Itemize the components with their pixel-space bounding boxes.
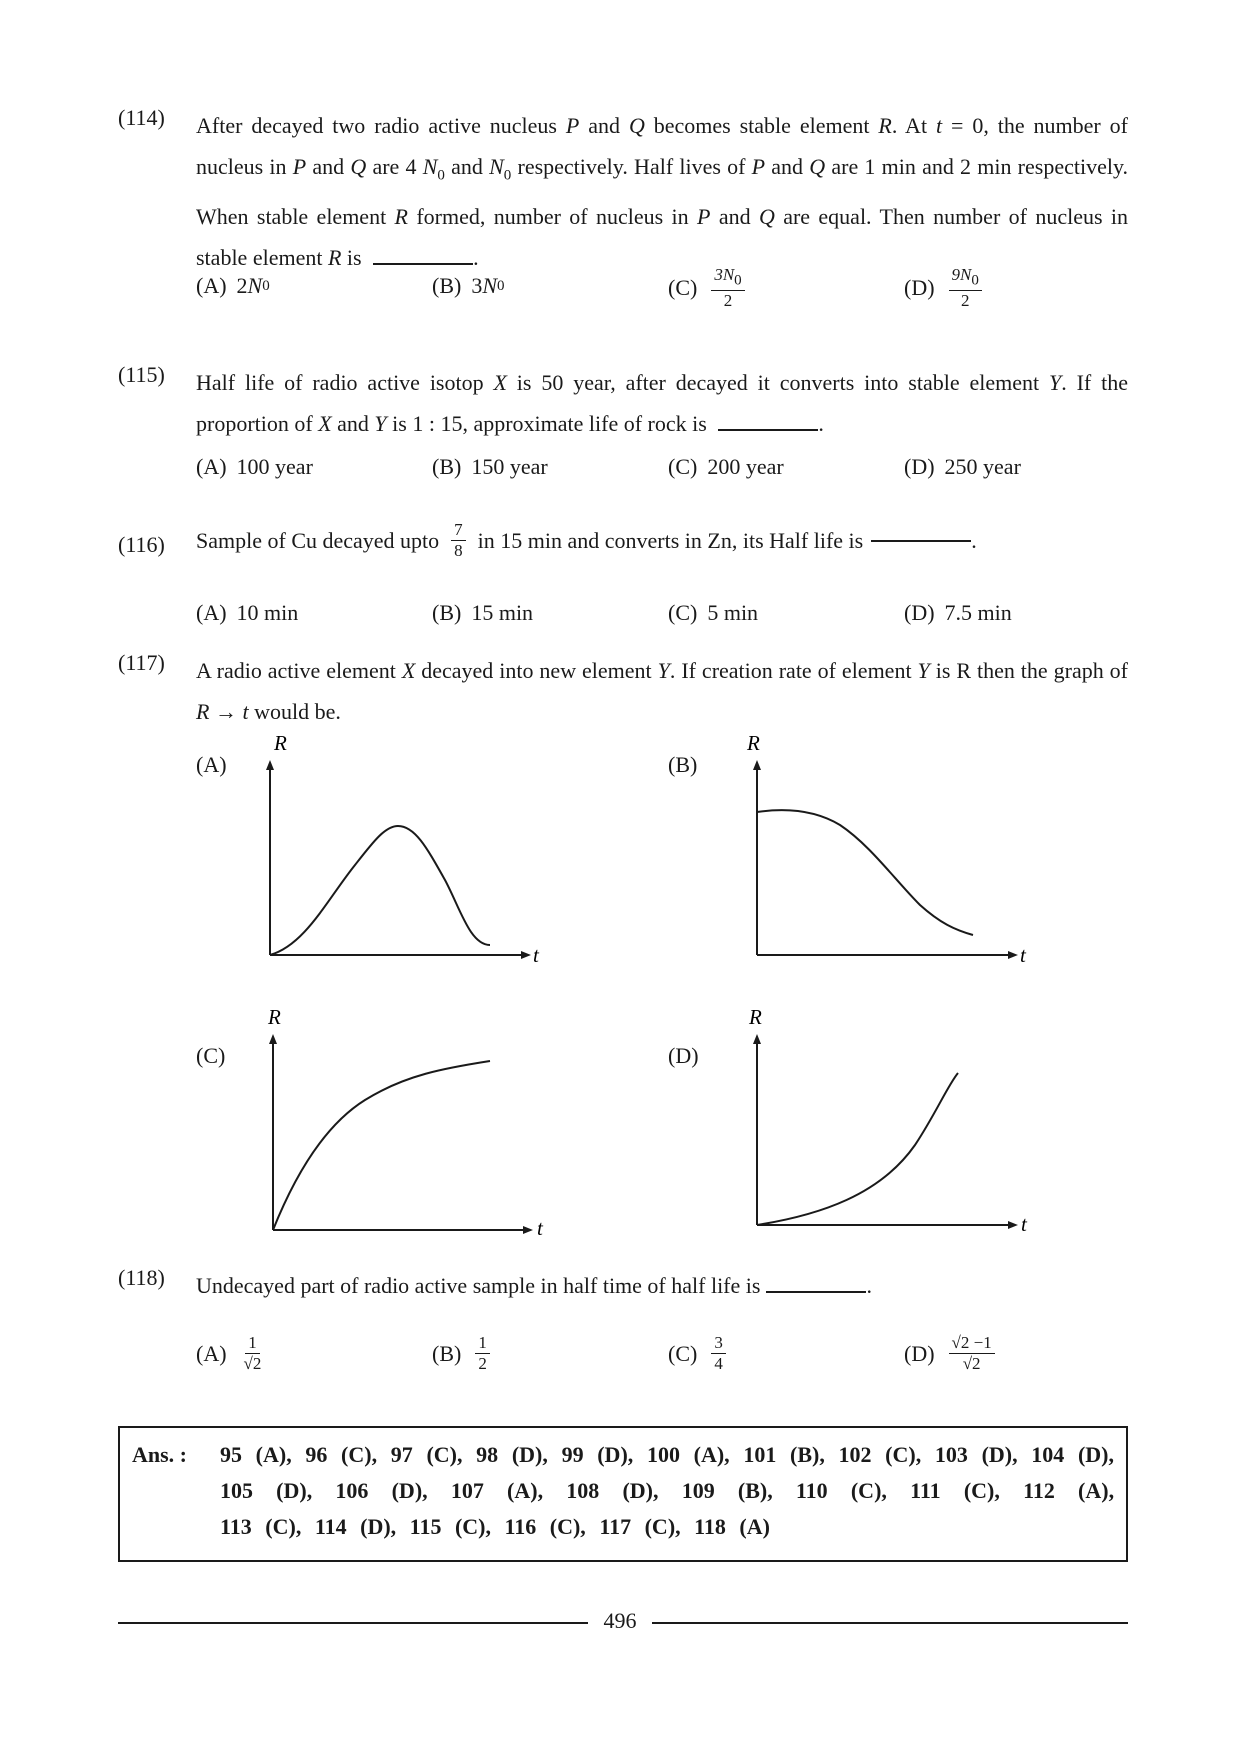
option-c[interactable]: (C) $\frac{3}{4}$ [668,1333,730,1374]
answer-blank [718,428,818,431]
graph-d-label[interactable]: (D) [668,1043,699,1068]
question-text: Half life of radio active isotop X is 50 year, after decayed it converts into stable element Y. If the proportion of X and Y is 1 : 15, approximate life of rock is . [196,370,1128,436]
answer-key-heading: Ans. : [132,1442,188,1467]
graph-c-label[interactable]: (C) [196,1043,226,1068]
question-number: (117) [118,650,165,675]
graph-c-curve [273,1061,490,1230]
footer-rule-left [118,1622,588,1624]
question-text: Sample of Cu decayed upto $\frac{7}{8}$ in 15 min and converts in Zn, its Half life is . [196,520,977,560]
graph-d-curve [757,1073,958,1225]
graph-a-y-label: R [274,731,287,755]
question-number: (116) [118,532,165,557]
option-b[interactable]: (B) 3 N 0 [432,273,505,298]
option-c[interactable]: (C) 5 min [668,600,759,625]
question-text: After decayed two radio active nucleus P and Q becomes stable element R. At t = 0, the number of nucleus in P and Q are 4 $N_0$ and $N_0$ respectively. Half lives of P and Q are 1 min and 2 min respectively. When stable element R formed, number of nucleus in P and Q are equal. Then number of nucleus in stable element R is . [196,113,1129,271]
graph-b [740,730,1030,970]
graph-c-x-label: t [537,1216,543,1240]
option-c[interactable]: (C) $\frac{3N_0}{2}$ [668,265,749,311]
graph-d [740,1005,1030,1245]
answer-key-box [118,1426,1128,1562]
graph-c [255,1005,545,1245]
option-d[interactable]: (D) $\frac{√2 -1}{√2}$ [904,1333,999,1374]
graph-a-x-label: t [533,943,539,967]
graph-a-label[interactable]: (A) [196,752,227,777]
answer-line-3: 113 (C), 114 (D), 115 (C), 116 (C), 117 (C), 118 (A) [220,1514,770,1539]
option-b[interactable]: (B) $\frac{1}{2}$ [432,1333,494,1374]
graph-d-y-label: R [749,1005,762,1029]
question-text: Undecayed part of radio active sample in half time of half life is . [196,1273,872,1298]
question-118 [118,1265,1128,1373]
option-b[interactable]: (B) 15 min [432,600,534,625]
question-number: (115) [118,362,165,387]
page-number: 496 [603,1608,637,1633]
question-number: (114) [118,105,165,130]
option-d[interactable]: (D) 250 year [904,454,1021,479]
graph-a-curve [270,826,490,955]
question-117 [118,650,1128,732]
graph-b-y-label: R [747,731,760,755]
option-a[interactable]: (A) 10 min [196,600,299,625]
question-114 [118,105,1129,311]
footer-rule-right [652,1622,1128,1624]
graph-a [255,730,545,970]
graph-c-y-label: R [268,1005,281,1029]
graph-d-x-label: t [1021,1212,1027,1236]
answer-blank [373,262,473,265]
option-d[interactable]: (D) $\frac{9N_0}{2}$ [904,265,986,311]
answer-blank [871,539,971,542]
question-number: (118) [118,1265,165,1290]
graph-b-label[interactable]: (B) [668,752,698,777]
answer-blank [766,1290,866,1293]
option-d[interactable]: (D) 7.5 min [904,600,1012,625]
option-a[interactable]: (A) 2 N 0 [196,273,270,298]
option-c[interactable]: (C) 200 year [668,454,784,479]
question-115 [118,362,1128,479]
answer-line-1: 95 (A), 96 (C), 97 (C), 98 (D), 99 (D), 100 (A), 101 (B), 102 (C), 103 (D), 104 (D), [220,1442,1115,1467]
graph-b-curve [757,810,973,935]
graph-b-x-label: t [1020,943,1026,967]
answer-line-2: 105 (D), 106 (D), 107 (A), 108 (D), 109 (B), 110 (C), 111 (C), 112 (A), [220,1478,1115,1503]
option-a[interactable]: (A) 100 year [196,454,313,479]
option-a[interactable]: (A) $\frac{1}{√2}$ [196,1333,262,1373]
option-b[interactable]: (B) 150 year [432,454,548,479]
question-116 [118,520,1128,625]
question-text: A radio active element X decayed into new element Y. If creation rate of element Y is R then the graph of R → t would be. [196,658,1128,724]
